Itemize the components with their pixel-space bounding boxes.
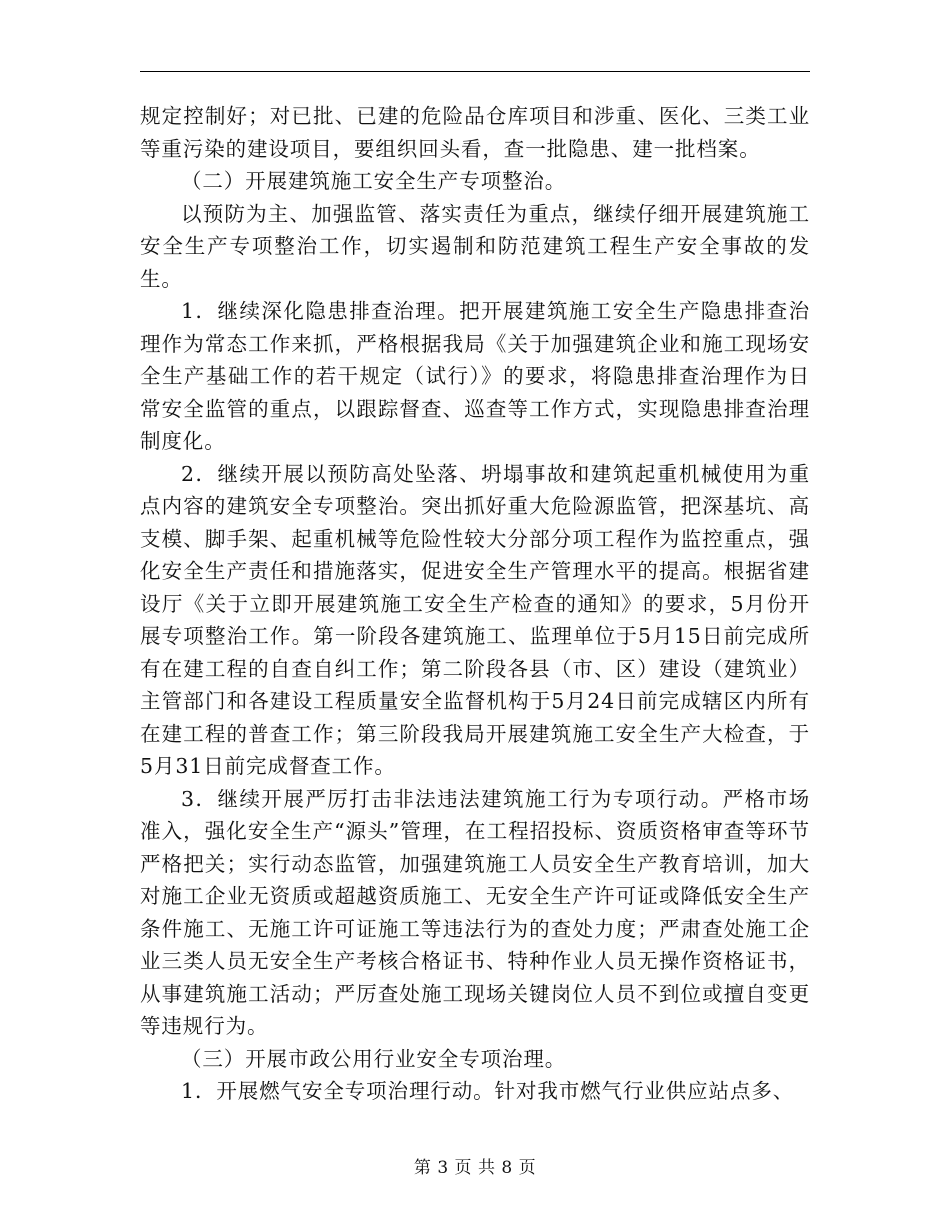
page-number-label: 第 3 页 共 8 页	[413, 1158, 537, 1178]
header-rule	[140, 71, 810, 72]
section-heading-3: （三）开展市政公用行业安全专项治理。	[181, 1046, 567, 1071]
section-heading-2: （二）开展建筑施工安全生产专项整治。	[181, 169, 567, 193]
paragraph-item-3: 3．继续开展严厉打击非法违法建筑施工行为专项行动。严格市场准入，强化安全生产“源头”管理，在工程招投标、资质资格审查等环节严格把关；实行动态监管，加强建筑施工人员安全生产教育培训，加大对施工企业无资质或超越资质施工、无安全生产许可证或降低安全生产条件施工、无施工许可证施工等违法行为的查处力度；严肃查处施工企业三类人员无安全生产考核合格证书、特种作业人员无操作资格证书，从事建筑施工活动；严厉查处施工现场关键岗位人员不到位或擅自变更等违规行为。	[140, 786, 810, 1038]
body-text	[140, 100, 810, 1108]
page-footer	[0, 1153, 950, 1178]
paragraph-item-1: 1．继续深化隐患排查治理。把开展建筑施工安全生产隐患排查治理作为常态工作来抓，严格根据我局《关于加强建筑企业和施工现场安全生产基础工作的若干规定（试行）》的要求，将隐患排查治理作为日常安全监管的重点，以跟踪督查、巡查等工作方式，实现隐患排查治理制度化。	[140, 299, 810, 453]
paragraph-item-gas: 1．开展燃气安全专项治理行动。针对我市燃气行业供应站点多、	[181, 1079, 795, 1103]
paragraph-item-2: 2．继续开展以预防高处坠落、坍塌事故和建筑起重机械使用为重点内容的建筑安全专项整治。突出抓好重大危险源监管，把深基坑、高支模、脚手架、起重机械等危险性较大分部分项工程作为监控重点，强化安全生产责任和措施落实，促进安全生产管理水平的提高。根据省建设厅《关于立即开展建筑施工安全生产检查的通知》的要求，5月份开展专项整治工作。第一阶段各建筑施工、监理单位于5月15日前完成所有在建工程的自查自纠工作；第二阶段各县（市、区）建设（建筑业）主管部门和各建设工程质量安全监督机构于5月24日前完成辖区内所有在建工程的普查工作；第三阶段我局开展建筑施工安全生产大检查，于5月31日前完成督查工作。	[140, 461, 810, 778]
paragraph-intro: 以预防为主、加强监管、落实责任为重点，继续仔细开展建筑施工安全生产专项整治工作，切实遏制和防范建筑工程生产安全事故的发生。	[140, 201, 810, 291]
paragraph-continuation: 规定控制好；对已批、已建的危险品仓库项目和涉重、医化、三类工业等重污染的建设项目，要组织回头看，查一批隐患、建一批档案。	[140, 104, 810, 161]
